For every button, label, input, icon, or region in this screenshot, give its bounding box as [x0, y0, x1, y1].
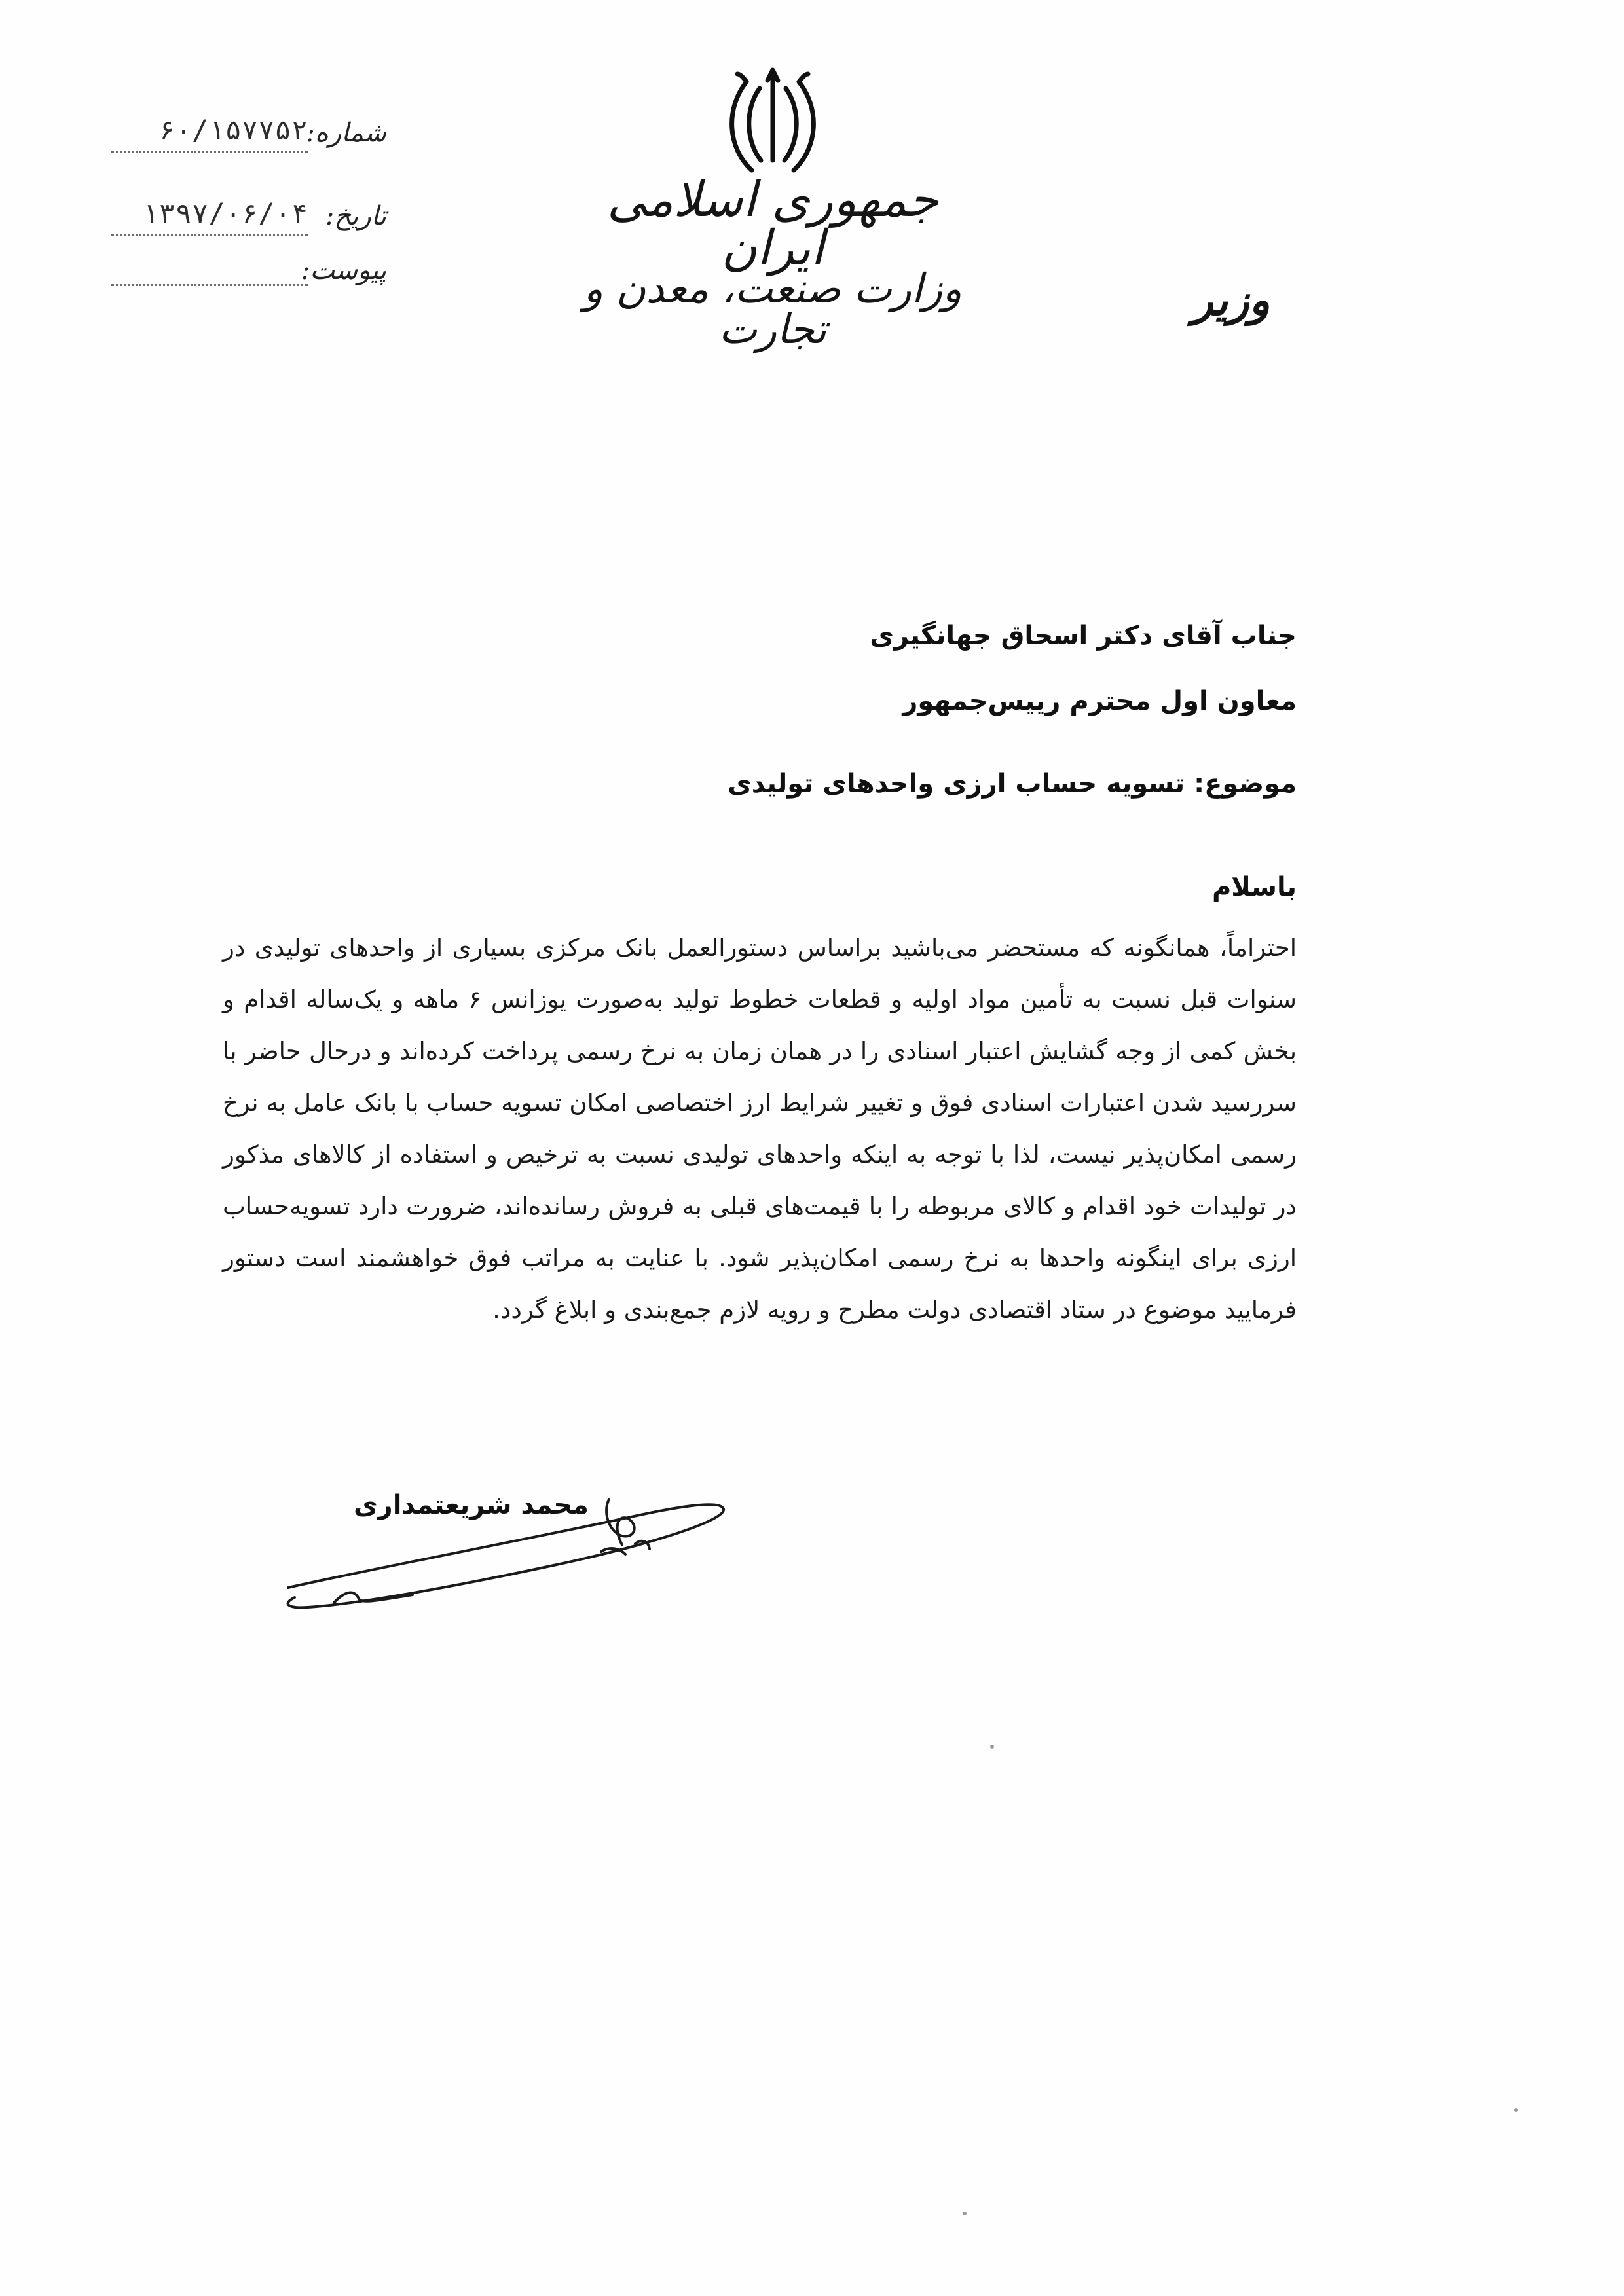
national-emblem-icon — [714, 62, 832, 180]
letter-number-value: ۶۰/۱۵۷۷۵۲ — [111, 110, 308, 153]
letter-attachment-label: پیوست: — [301, 255, 386, 285]
salutation: باسلام — [1211, 872, 1297, 902]
letter-date-value: ۱۳۹۷/۰۶/۰۴ — [111, 193, 308, 236]
letter-attachment-value — [111, 247, 308, 286]
letter-body: احتراماً، همانگونه که مستحضر می‌باشید براساس دستورالعمل بانک مرکزی بسیاری از واحدهای تولیدی در سنوات قبل نسبت به تأمین مواد اولیه و قطعات خطوط تولید به‌صورت یوزانس ۶ ماهه و یک‌ساله اقدام و بخش کمی از وجه گشایش اعتبار اسنادی را در همان زمان به نرخ رسمی پرداخت کرده‌اند و درحال حاضر با سررسید شدن اعتبارات اسنادی فوق و تغییر شرایط ارز اختصاصی امکان تسویه حساب با بانک عامل به نرخ رسمی امکان‌پذیر نیست، لذا با توجه به اینکه واحدهای تولیدی نسبت به ترخیص و استفاده از کالاهای مذکور در تولیدات خود اقدام و کالای مربوطه را با قیمت‌های قبلی به فروش رسانده‌اند، ضرورت دارد تسویه‌حساب ارزی برای اینگونه واحدها به نرخ رسمی امکان‌پذیر شود. با عنایت به مراتب فوق خواهشمند است دستور فرمایید موضوع در ستاد اقتصادی دولت مطرح و رویه لازم جمع‌بندی و ابلاغ گردد. — [223, 934, 1297, 1324]
ministry-name: وزارت صنعت، معدن و تجارت — [583, 264, 962, 353]
scan-speck — [963, 2212, 967, 2215]
scan-speck — [1514, 2108, 1518, 2112]
country-name: جمهوری اسلامی ایران — [606, 172, 939, 276]
minister-title: وزیر — [1192, 274, 1270, 325]
letter-date-label: تاریخ: — [325, 201, 386, 231]
letter-number-label: شماره: — [306, 118, 386, 148]
addressee-title: معاون اول محترم رییس‌جمهور — [902, 686, 1297, 716]
letter-number-field — [111, 110, 386, 156]
letter-attachment-field — [111, 247, 386, 293]
addressee-name: جناب آقای دکتر اسحاق جهانگیری — [870, 621, 1297, 651]
letter-subject: موضوع: تسویه حساب ارزی واحدهای تولیدی — [728, 769, 1297, 799]
scan-speck — [990, 1745, 994, 1749]
signer-name: محمد شریعتمداری — [354, 1490, 589, 1520]
letter-date-field — [111, 193, 386, 239]
